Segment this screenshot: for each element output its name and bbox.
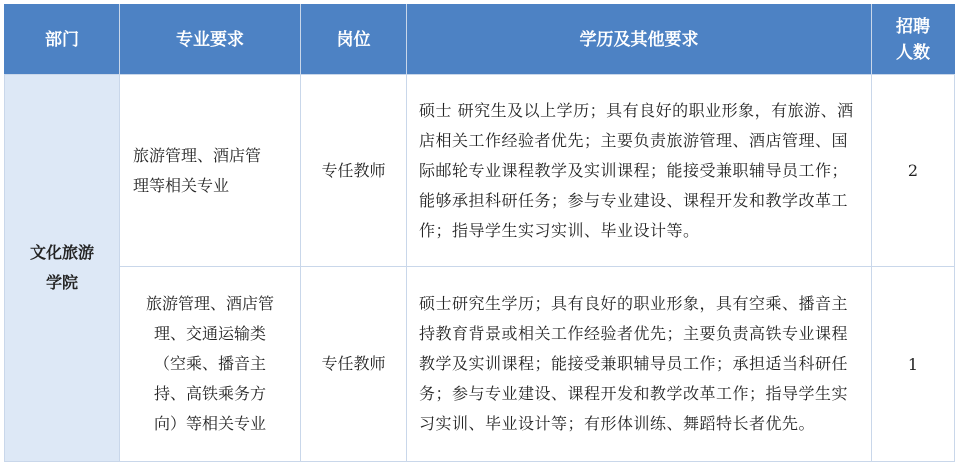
header-count-line1: 招聘 xyxy=(896,16,930,37)
major-line: 旅游管理、酒店管 xyxy=(133,145,262,165)
table-row xyxy=(5,267,955,462)
table-row xyxy=(5,75,955,267)
department-name-line1: 文化旅游 xyxy=(29,243,94,262)
count-cell: 2 xyxy=(872,75,955,267)
count-cell: 1 xyxy=(872,267,955,462)
major-line: 理、交通运输类 xyxy=(153,324,266,343)
major-line: 旅游管理、酒店管 xyxy=(145,294,274,313)
major-line: （空乘、播音主 xyxy=(153,354,266,373)
requirements-cell: 硕士研究生学历；具有良好的职业形象，具有空乘、播音主持教育背景或相关工作经验者优先；主要负责高铁专业课程教学及实训课程；能接受兼职辅导员工作；承担适当科研任务；参与专业建设、课程开发和教学改革工作；指导学生实习实训、毕业设计等；有形体训练、舞蹈特长者优先。 xyxy=(407,267,872,462)
major-cell xyxy=(120,267,301,462)
requirements-cell: 硕士 研究生及以上学历；具有良好的职业形象，有旅游、酒店相关工作经验者优先；主要负责旅游管理、酒店管理、国际邮轮专业课程教学及实训课程；能接受兼职辅导员工作；能够承担科研任务；参与专业建设、课程开发和教学改革工作；指导学生实习实训、毕业设计等。 xyxy=(407,75,872,267)
post-cell: 专任教师 xyxy=(301,75,407,267)
header-count-line2: 人数 xyxy=(896,42,930,63)
header-dept: 部门 xyxy=(5,5,120,75)
major-line: 理等相关专业 xyxy=(133,175,230,195)
major-cell xyxy=(120,75,301,267)
header-post: 岗位 xyxy=(301,5,407,75)
recruitment-table xyxy=(4,4,955,462)
header-row xyxy=(5,5,955,75)
department-name-line2: 学院 xyxy=(45,273,78,292)
header-requirements: 学历及其他要求 xyxy=(407,5,872,75)
major-line: 持、高铁乘务方 xyxy=(153,384,266,403)
department-cell xyxy=(5,75,120,462)
major-line: 向）等相关专业 xyxy=(153,414,266,433)
header-major: 专业要求 xyxy=(120,5,301,75)
header-count xyxy=(872,5,955,75)
post-cell: 专任教师 xyxy=(301,267,407,462)
